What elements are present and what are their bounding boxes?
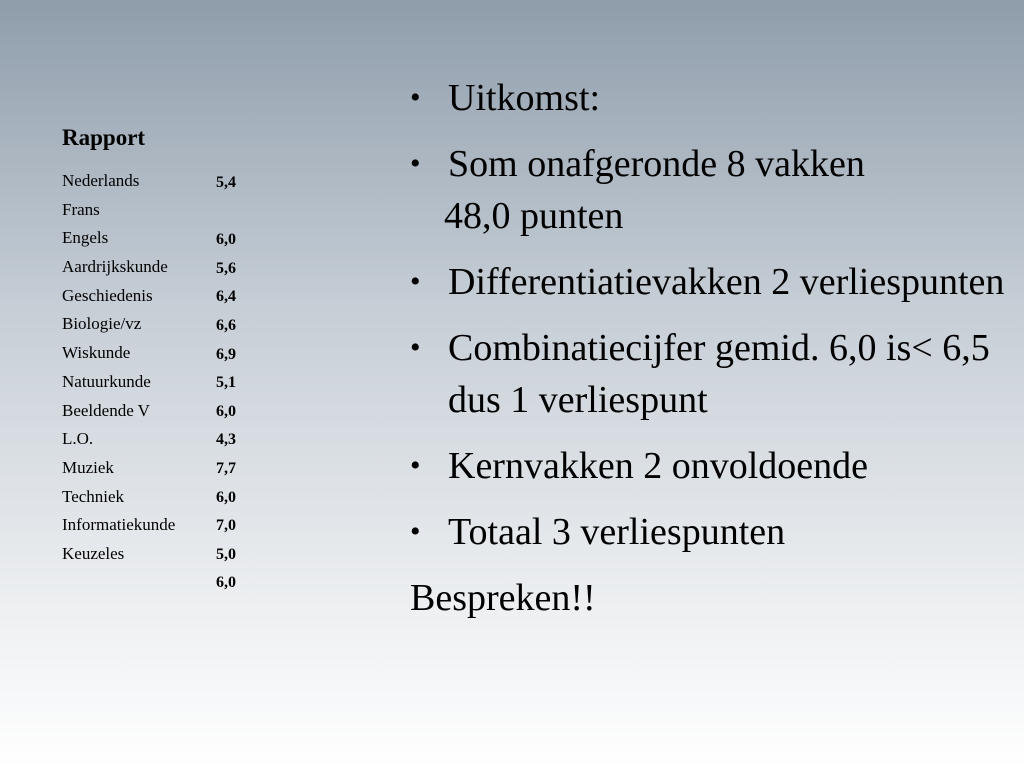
grade-value: 6,0: [216, 231, 236, 249]
grade-list: [216, 169, 236, 598]
bullet-item: [410, 138, 1010, 190]
bullet-item: [410, 506, 1010, 558]
closing-text: Bespreken!!: [410, 577, 596, 619]
rapport-title: Rapport: [62, 125, 146, 150]
rapport-panel: [62, 125, 302, 592]
grade-value: 5,1: [216, 374, 236, 392]
subject-item: Frans: [62, 199, 100, 219]
bullet-icon: •: [410, 515, 421, 548]
subject-item: L.O.: [62, 429, 94, 449]
subject-item: Biologie/vz: [62, 314, 142, 334]
grade-value: 6,0: [216, 488, 236, 506]
subject-item: Wiskunde: [62, 343, 131, 363]
grade-value: 6,0: [216, 402, 236, 420]
subject-item: Natuurkunde: [62, 371, 151, 391]
bullet-icon: •: [410, 81, 421, 114]
grade-value: [216, 198, 236, 227]
grade-value: 6,6: [216, 316, 236, 334]
grade-value: 7,7: [216, 459, 236, 477]
bullet-item: [410, 440, 1010, 492]
bullet-icon: •: [410, 331, 421, 364]
grade-value: 5,4: [216, 174, 236, 191]
bullet-item: [410, 256, 1010, 308]
subject-item: Beeldende V: [62, 400, 150, 420]
subject-item: Nederlands: [62, 171, 140, 190]
subject-item: Engels: [62, 228, 109, 248]
grade-value: 5,0: [216, 545, 236, 563]
grade-value: 5,6: [216, 259, 236, 277]
bullet-icon: •: [410, 265, 421, 298]
bullet-text: Totaal 3 verliespunten: [448, 511, 786, 553]
grade-value: 7,0: [216, 517, 236, 535]
bullet-icon: •: [410, 449, 421, 482]
subject-item: Informatiekunde: [62, 515, 176, 535]
subject-list: [62, 167, 175, 569]
grade-value: 4,3: [216, 431, 236, 449]
bullet-item: [410, 322, 1010, 426]
bullet-text: Differentiatievakken 2 verliespunten: [448, 261, 1005, 303]
subject-item: Keuzeles: [62, 543, 125, 563]
subject-item: Muziek: [62, 457, 114, 477]
grade-value: 6,0: [216, 574, 236, 592]
bullet-text: Som onafgeronde 8 vakken: [448, 143, 865, 185]
subject-item: Aardrijkskunde: [62, 257, 168, 277]
bullet-continuation: 48,0 punten: [444, 195, 624, 237]
bullet-text: Combinatiecijfer gemid. 6,0 is< 6,5 dus 1 verliespunt: [448, 327, 990, 421]
bullet-icon: •: [410, 147, 421, 180]
bullet-item: [410, 72, 1010, 124]
subject-item: Geschiedenis: [62, 285, 153, 305]
bullet-list: [410, 72, 1010, 624]
bullet-text: Kernvakken 2 onvoldoende: [448, 445, 868, 487]
grade-value: 6,9: [216, 345, 236, 363]
subject-item: Techniek: [62, 486, 125, 506]
bullet-text: Uitkomst:: [448, 77, 601, 119]
grade-value: 6,4: [216, 288, 236, 306]
